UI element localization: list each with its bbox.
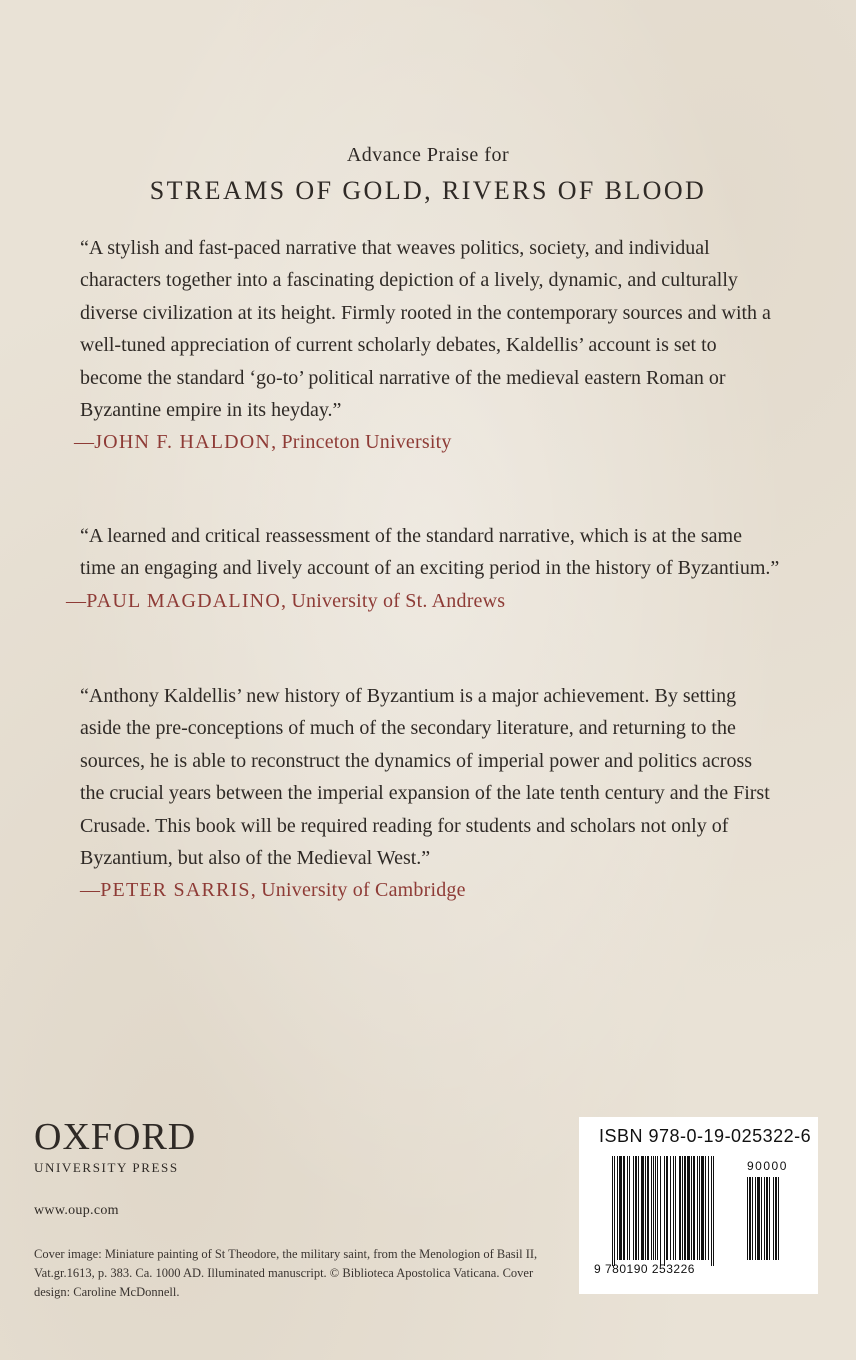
- barcode-bar: [701, 1156, 704, 1260]
- attribution-name: JOHN F. HALDON: [94, 431, 272, 454]
- blurb-quote: “Anthony Kaldellis’ new history of Byzantium is a major achievement. By setting aside the pre-conceptions of much of the secondary literature, and returning to the sources, he is able to reconstruct the dynamics of imperial power and politics across the crucial years between the imperial expansion of the late tenth century and the First Crusade. This book will be required reading for students and scholars not only of Byzantium, but also of the Medieval West.”: [80, 685, 770, 870]
- barcode-bar: [647, 1156, 649, 1260]
- praise-pretitle: Advance Praise for: [346, 144, 510, 166]
- supplemental-barcode: [747, 1177, 807, 1266]
- book-title: STREAMS OF GOLD, RIVERS OF BLOOD: [149, 176, 707, 205]
- barcode-bar: [612, 1156, 613, 1266]
- attribution-dash: —: [74, 431, 95, 454]
- attribution-dash: —: [66, 589, 87, 612]
- blurb-haldon: [74, 232, 780, 459]
- attribution-dash: —: [80, 879, 101, 902]
- isbn-barcode-box: [579, 1117, 818, 1294]
- barcode-bar: [752, 1177, 753, 1260]
- barcode-bar: [697, 1156, 698, 1260]
- attribution-name: PAUL MAGDALINO: [86, 589, 281, 612]
- publisher-subname: UNIVERSITY PRESS: [34, 1160, 179, 1175]
- barcode-bar: [769, 1177, 770, 1260]
- barcode-bar: [749, 1177, 751, 1260]
- barcode-bar: [614, 1156, 615, 1266]
- ean-barcode: [612, 1156, 722, 1266]
- attribution-affiliation: , University of Cambridge: [250, 879, 466, 902]
- barcode-bar: [705, 1156, 706, 1260]
- supplemental-number: 90000: [747, 1159, 788, 1173]
- barcode-bar: [778, 1177, 779, 1260]
- barcode-bar: [693, 1156, 695, 1260]
- attribution-affiliation: , Princeton University: [271, 431, 452, 454]
- barcode-bar: [766, 1177, 768, 1260]
- barcode-bar: [691, 1156, 692, 1260]
- barcode-bar: [633, 1156, 634, 1260]
- blurb-magdalino: [66, 520, 780, 617]
- barcode-bar: [682, 1156, 683, 1260]
- attribution-affiliation: , University of St. Andrews: [280, 589, 506, 612]
- barcode-bar: [627, 1156, 628, 1260]
- barcode-bar: [657, 1156, 658, 1260]
- barcode-bar: [641, 1156, 644, 1260]
- barcode-bar: [675, 1156, 676, 1260]
- blurb-attribution: [80, 874, 780, 906]
- barcode-bar: [651, 1156, 652, 1260]
- barcode-bar: [617, 1156, 618, 1260]
- barcode-bar: [645, 1156, 646, 1260]
- barcode-bar: [660, 1156, 661, 1266]
- publisher-logo: [34, 1118, 196, 1176]
- praise-header: [0, 142, 856, 208]
- barcode-bar: [655, 1156, 656, 1260]
- barcode-bar: [638, 1156, 639, 1260]
- isbn-label: ISBN 978-0-19-025322-6: [599, 1126, 812, 1146]
- barcode-bar: [679, 1156, 681, 1260]
- attribution-name: PETER SARRIS: [100, 879, 251, 902]
- barcode-bar: [764, 1177, 765, 1260]
- blurb-quote: “A learned and critical reassessment of the standard narrative, which is at the same time an engaging and lively account of an exciting period in the history of Byzantium.”: [80, 525, 780, 580]
- barcode-bar: [755, 1177, 756, 1260]
- blurb-attribution: [74, 426, 780, 458]
- barcode-bar: [629, 1156, 630, 1260]
- barcode-bar: [699, 1156, 700, 1260]
- blurb-sarris: [80, 680, 780, 907]
- barcode-bar: [775, 1177, 777, 1260]
- barcode-bar: [635, 1156, 637, 1260]
- ean-digits: 9 780190 253226: [594, 1262, 695, 1276]
- blurb-quote: “A stylish and fast-paced narrative that weaves politics, society, and individual characters together into a fascinating depiction of a lively, dynamic, and culturally diverse civilization at its height. Firmly rooted in the contemporary sources and with a well-tuned appreciation of current scholarly debates, Kaldellis’ account is set to become the standard ‘go-to’ political narrative of the medieval eastern Roman or Byzantine empire in its heyday.”: [80, 237, 771, 422]
- publisher-website: www.oup.com: [34, 1203, 119, 1218]
- barcode-bar: [687, 1156, 690, 1260]
- barcode-bar: [713, 1156, 714, 1266]
- barcode-bar: [664, 1156, 665, 1266]
- barcode-bar: [711, 1156, 712, 1266]
- barcode-bar: [673, 1156, 674, 1260]
- barcode-bar: [623, 1156, 625, 1260]
- cover-credits: Cover image: Miniature painting of St Theodore, the military saint, from the Menologion of Basil II, Vat.gr.1613, p. 383. Ca. 1000 AD. Illuminated manuscript. © Biblioteca Apostolica Vaticana. Cover design: Caroline McDonnell.: [34, 1247, 538, 1299]
- blurb-attribution: [66, 585, 780, 617]
- barcode-bar: [761, 1177, 762, 1260]
- barcode-bar: [619, 1156, 622, 1260]
- barcode-bar: [747, 1177, 748, 1260]
- barcode-bar: [653, 1156, 654, 1260]
- barcode-bar: [757, 1177, 760, 1260]
- publisher-name: OXFORD: [34, 1116, 197, 1158]
- barcode-bar: [708, 1156, 709, 1260]
- barcode-bar: [666, 1156, 668, 1260]
- barcode-bar: [684, 1156, 686, 1260]
- barcode-bar: [670, 1156, 671, 1260]
- barcode-bar: [773, 1177, 774, 1260]
